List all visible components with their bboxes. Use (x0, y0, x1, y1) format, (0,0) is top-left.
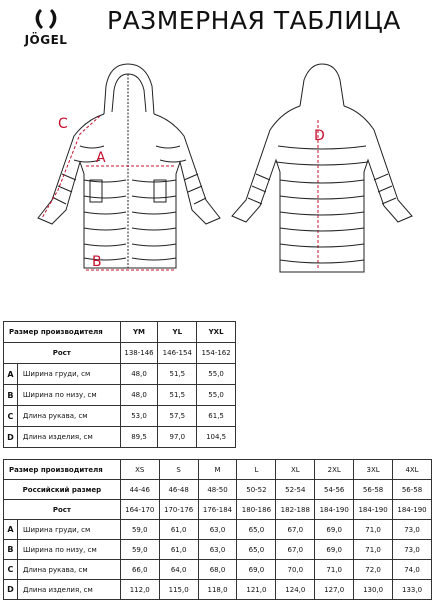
table2-height: 180-186 (237, 500, 276, 520)
table1-row-label: Длина рукава, см (17, 406, 120, 427)
table2-cell: 71,0 (354, 520, 393, 540)
table2-cell: 63,0 (198, 540, 237, 560)
table1-size: YM (120, 322, 158, 343)
marker-b: B (92, 254, 102, 270)
table2-cell: 68,0 (198, 560, 237, 580)
table2-cell: 67,0 (276, 540, 315, 560)
table2-ru-size: 56-58 (393, 480, 432, 500)
table2-letter: A (4, 520, 18, 540)
table2-size: 2XL (315, 460, 354, 480)
table2-cell: 59,0 (120, 540, 159, 560)
table1-height: 146-154 (158, 343, 197, 364)
table2-cell: 69,0 (237, 560, 276, 580)
table2-cell: 70,0 (276, 560, 315, 580)
table2-cell: 74,0 (393, 560, 432, 580)
table1-letter: A (4, 364, 18, 385)
table2-cell: 59,0 (120, 520, 159, 540)
brand-name: JÖGEL (24, 33, 68, 47)
table2-letter: D (4, 580, 18, 600)
table1-cell: 55,0 (197, 385, 236, 406)
jacket-diagram (0, 50, 435, 290)
jacket-back-drawing (232, 64, 412, 272)
table1-height-label: Рост (4, 343, 121, 364)
table2-header-label: Размер производителя (4, 460, 121, 480)
table1-row-label: Длина изделия, см (17, 427, 120, 448)
table2-height: 182-188 (276, 500, 315, 520)
table2-cell: 64,0 (159, 560, 198, 580)
table2-ru-size: 56-58 (354, 480, 393, 500)
table2-cell: 61,0 (159, 520, 198, 540)
table2-row-label: Ширина по низу, см (17, 540, 120, 560)
table2-size: S (159, 460, 198, 480)
table1-height: 154-162 (197, 343, 236, 364)
table2-ru-size: 50-52 (237, 480, 276, 500)
measurement-lines (42, 116, 318, 270)
table2-letter: C (4, 560, 18, 580)
table1-height: 138-146 (120, 343, 158, 364)
table1-row-label: Ширина по низу, см (17, 385, 120, 406)
marker-d: D (314, 128, 325, 144)
table2-cell: 69,0 (315, 540, 354, 560)
table1-letter: C (4, 406, 18, 427)
table2-letter: B (4, 540, 18, 560)
table1-header-label: Размер производителя (4, 322, 121, 343)
size-table-youth (3, 321, 236, 448)
table2-cell: 127,0 (315, 580, 354, 600)
marker-c: C (58, 116, 68, 132)
table2-size: M (198, 460, 237, 480)
table1-cell: 53,0 (120, 406, 158, 427)
table1-size: YXL (197, 322, 236, 343)
table2-cell: 72,0 (354, 560, 393, 580)
table2-size: L (237, 460, 276, 480)
table2-cell: 124,0 (276, 580, 315, 600)
table2-row-label: Длина рукава, см (17, 560, 120, 580)
table1-cell: 57,5 (158, 406, 197, 427)
table2-height: 184-190 (354, 500, 393, 520)
table1-cell: 104,5 (197, 427, 236, 448)
table2-row-label: Длина изделия, см (17, 580, 120, 600)
table2-cell: 73,0 (393, 540, 432, 560)
table2-cell: 69,0 (315, 520, 354, 540)
table2-cell: 73,0 (393, 520, 432, 540)
table2-cell: 118,0 (198, 580, 237, 600)
table2-cell: 71,0 (354, 540, 393, 560)
table2-cell: 63,0 (198, 520, 237, 540)
table2-ru-size: 46-48 (159, 480, 198, 500)
table2-height: 176-184 (198, 500, 237, 520)
table2-height: 164-170 (120, 500, 159, 520)
table1-cell: 51,5 (158, 385, 197, 406)
table2-size: 3XL (354, 460, 393, 480)
table2-ru-size: 48-50 (198, 480, 237, 500)
table2-ru-size: 44-46 (120, 480, 159, 500)
table1-cell: 61,5 (197, 406, 236, 427)
table2-size: XS (120, 460, 159, 480)
table2-height-label: Рост (4, 500, 121, 520)
table2-size: XL (276, 460, 315, 480)
table1-letter: B (4, 385, 18, 406)
page-title: РАЗМЕРНАЯ ТАБЛИЦА (107, 6, 401, 35)
table1-cell: 48,0 (120, 364, 158, 385)
table2-cell: 130,0 (354, 580, 393, 600)
table1-row-label: Ширина груди, см (17, 364, 120, 385)
table1-cell: 89,5 (120, 427, 158, 448)
table2-cell: 115,0 (159, 580, 198, 600)
table1-cell: 51,5 (158, 364, 197, 385)
table2-height: 170-176 (159, 500, 198, 520)
table2-cell: 61,0 (159, 540, 198, 560)
brand-logo (16, 6, 76, 47)
size-table-adult (3, 459, 432, 600)
table2-cell: 67,0 (276, 520, 315, 540)
table2-ru-size: 54-56 (315, 480, 354, 500)
table1-cell: 48,0 (120, 385, 158, 406)
table2-size: 4XL (393, 460, 432, 480)
table2-row-label: Ширина груди, см (17, 520, 120, 540)
table1-size: YL (158, 322, 197, 343)
jogel-logo-icon (29, 6, 63, 32)
table2-height: 184-190 (393, 500, 432, 520)
table2-cell: 71,0 (315, 560, 354, 580)
table1-cell: 55,0 (197, 364, 236, 385)
table2-cell: 121,0 (237, 580, 276, 600)
marker-a: A (96, 150, 106, 166)
table2-cell: 112,0 (120, 580, 159, 600)
table2-ru-label: Российский размер (4, 480, 121, 500)
table2-cell: 66,0 (120, 560, 159, 580)
table2-cell: 133,0 (393, 580, 432, 600)
table2-ru-size: 52-54 (276, 480, 315, 500)
table1-letter: D (4, 427, 18, 448)
table1-cell: 97,0 (158, 427, 197, 448)
table2-cell: 65,0 (237, 520, 276, 540)
table2-height: 184-190 (315, 500, 354, 520)
table2-cell: 65,0 (237, 540, 276, 560)
